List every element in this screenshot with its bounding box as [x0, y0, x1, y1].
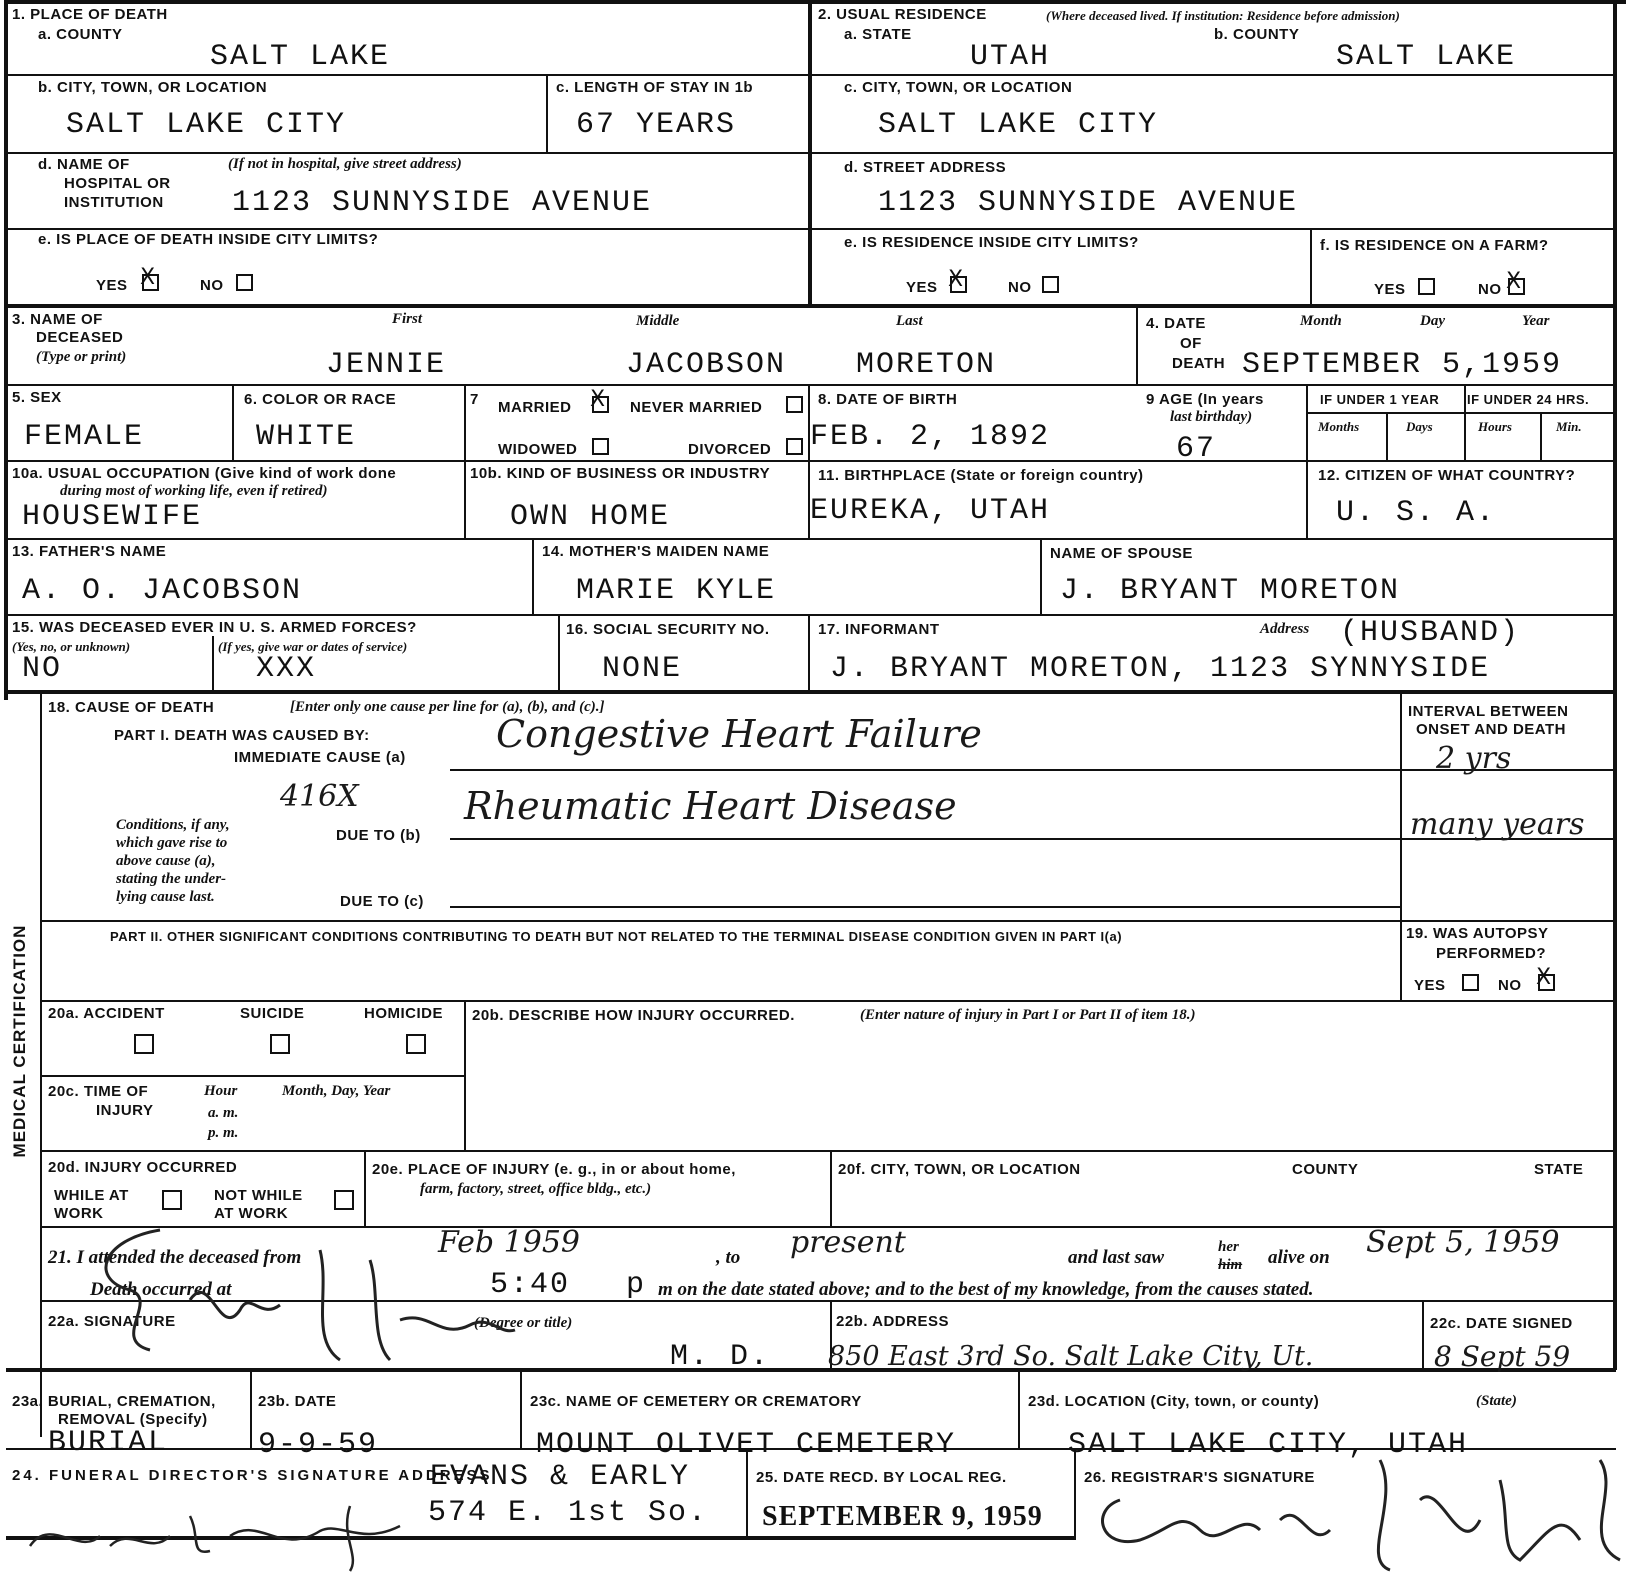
married-label: MARRIED	[498, 399, 572, 416]
injury-city-label: 20f. CITY, TOWN, OR LOCATION	[838, 1161, 1081, 1178]
injury-description-note: (Enter nature of injury in Part I or Part II of item 18.)	[860, 1007, 1196, 1023]
first-name-value: JENNIE	[326, 348, 447, 382]
last-saw-label: and last saw	[1068, 1247, 1165, 1268]
autopsy-label-2: PERFORMED?	[1436, 945, 1546, 962]
city-limits-no-checkbox[interactable]	[236, 274, 253, 291]
residence-limits-label: e. IS RESIDENCE INSIDE CITY LIMITS?	[844, 234, 1139, 251]
citizen-value: U. S. A.	[1336, 496, 1497, 530]
race-value: WHITE	[256, 420, 357, 454]
name-label-1: 3. NAME OF	[12, 311, 103, 328]
physician-address-handwritten: 850 East 3rd So. Salt Lake City, Ut.	[828, 1341, 1314, 1372]
sex-label: 5. SEX	[12, 389, 62, 406]
not-while-at-work-label-2: AT WORK	[214, 1205, 289, 1222]
cemetery-location-value: SALT LAKE CITY, UTAH	[1068, 1428, 1469, 1462]
registrar-signature-image	[1080, 1420, 1635, 1580]
spouse-value: J. BRYANT MORETON	[1060, 574, 1401, 608]
war-service-value: XXX	[256, 652, 317, 686]
cause-note: [Enter only one cause per line for (a), (b), and (c).]	[290, 699, 605, 715]
degree-label: (Degree or title)	[474, 1315, 573, 1331]
widowed-label: WIDOWED	[498, 441, 578, 458]
divorced-checkbox[interactable]	[786, 438, 803, 455]
marital-number: 7	[470, 391, 479, 408]
disposition-label-2: REMOVAL (Specify)	[58, 1411, 208, 1428]
sex-value: FEMALE	[24, 420, 145, 454]
middle-name-value: JACOBSON	[626, 348, 787, 382]
disposition-label-1: 23a. BURIAL, CREMATION,	[12, 1393, 216, 1410]
her-label: her	[1218, 1239, 1239, 1255]
birthplace-value: EUREKA, UTAH	[810, 494, 1051, 528]
city-limits-yes-checkbox[interactable]	[140, 265, 159, 291]
residence-county-value: SALT LAKE	[1336, 40, 1517, 74]
autopsy-no-label: NO	[1498, 977, 1522, 994]
stay-label: c. LENGTH OF STAY IN 1b	[556, 79, 754, 96]
item1-county-label: a. COUNTY	[38, 26, 123, 43]
informant-address-label: Address	[1260, 621, 1310, 637]
interval-label-2: ONSET AND DEATH	[1416, 721, 1566, 738]
informant-label: 17. INFORMANT	[818, 621, 940, 638]
part1-label: PART I. DEATH WAS CAUSED BY:	[114, 727, 370, 744]
time-of-injury-label-1: 20c. TIME OF	[48, 1083, 149, 1100]
occupation-label-1: 10a. USUAL OCCUPATION (Give kind of work done	[12, 465, 397, 482]
attended-label: 21. I attended the deceased from	[48, 1247, 302, 1268]
residence-street-value: 1123 SUNNYSIDE AVENUE	[878, 186, 1299, 220]
age-label-2: last birthday)	[1170, 409, 1253, 425]
residence-state-value: UTAH	[970, 40, 1051, 74]
residence-limits-no-label: NO	[1008, 279, 1032, 296]
hospital-label-1: d. NAME OF	[38, 156, 130, 173]
item2-note: (Where deceased lived. If institution: Residence before admission)	[1046, 8, 1400, 23]
armed-forces-value: NO	[22, 652, 63, 686]
not-while-at-work-label-1: NOT WHILE	[214, 1187, 303, 1204]
signature-label: 22a. SIGNATURE	[48, 1313, 176, 1330]
farm-label: f. IS RESIDENCE ON A FARM?	[1320, 237, 1549, 254]
autopsy-label-1: 19. WAS AUTOPSY	[1406, 925, 1549, 942]
not-while-at-work-checkbox[interactable]	[334, 1190, 354, 1210]
suicide-label: SUICIDE	[240, 1005, 305, 1022]
autopsy-yes-checkbox[interactable]	[1462, 974, 1479, 991]
attended-to-handwritten: present	[790, 1225, 906, 1260]
injury-county-label: COUNTY	[1292, 1161, 1359, 1178]
occupation-label-2: during most of working life, even if retired)	[60, 483, 328, 499]
married-checkbox[interactable]	[590, 387, 609, 413]
under-24-hrs-label: IF UNDER 24 HRS.	[1467, 392, 1590, 407]
birth-date-label: 8. DATE OF BIRTH	[818, 391, 958, 408]
funeral-director-name: EVANS & EARLY	[430, 1460, 691, 1494]
city-limits-yes-label: YES	[96, 277, 128, 294]
funeral-director-address: 574 E. 1st So.	[428, 1496, 709, 1530]
item1-city-label: b. CITY, TOWN, OR LOCATION	[38, 79, 268, 96]
death-date-label-1: 4. DATE	[1146, 315, 1206, 332]
injury-description-label: 20b. DESCRIBE HOW INJURY OCCURRED.	[472, 1007, 795, 1024]
residence-city-value: SALT LAKE CITY	[878, 108, 1159, 142]
funeral-director-signature-image	[20, 1476, 420, 1576]
interval-label-1: INTERVAL BETWEEN	[1408, 703, 1569, 720]
ssn-label: 16. SOCIAL SECURITY NO.	[566, 621, 770, 638]
residence-limits-yes-checkbox[interactable]	[948, 267, 967, 293]
death-occurred-label: Death occurred at	[90, 1279, 232, 1300]
age-value: 67	[1176, 432, 1217, 466]
medical-certification-side-label: MEDICAL CERTIFICATION	[10, 924, 29, 1158]
while-at-work-checkbox[interactable]	[162, 1190, 182, 1210]
part2-label: PART II. OTHER SIGNIFICANT CONDITIONS CONTRIBUTING TO DEATH BUT NOT RELATED TO THE TERMINAL DISEASE CONDITION GIVEN IN PART I(a)	[110, 929, 1123, 944]
farm-no-checkbox[interactable]	[1506, 269, 1525, 295]
conditions-line-3: above cause (a),	[116, 853, 216, 869]
death-month-label: Month	[1300, 313, 1342, 329]
armed-forces-sub-1: (Yes, no, or unknown)	[12, 639, 131, 654]
cemetery-state-label: (State)	[1476, 1393, 1517, 1409]
item1-title: 1. PLACE OF DEATH	[12, 6, 168, 23]
death-year-label: Year	[1522, 313, 1550, 329]
residence-limits-yes-label: YES	[906, 279, 938, 296]
date-signed-handwritten: 8 Sept 59	[1434, 1340, 1571, 1373]
residence-city-label: c. CITY, TOWN, OR LOCATION	[844, 79, 1073, 96]
accident-checkbox[interactable]	[134, 1034, 154, 1054]
cause-title: 18. CAUSE OF DEATH	[48, 699, 215, 716]
checked-x-mark: X	[1506, 269, 1522, 294]
physician-signature-image	[40, 1210, 520, 1370]
citizen-label: 12. CITIZEN OF WHAT COUNTRY?	[1318, 467, 1576, 484]
race-label: 6. COLOR OR RACE	[244, 391, 397, 408]
checked-x-mark: X	[140, 265, 156, 290]
item2-title: 2. USUAL RESIDENCE	[818, 6, 987, 23]
death-day-label: Day	[1420, 313, 1445, 329]
occupation-value: HOUSEWIFE	[22, 500, 203, 534]
degree-value: M. D.	[670, 1340, 771, 1374]
attended-from-handwritten: Feb 1959	[438, 1225, 581, 1260]
spouse-label: NAME OF SPOUSE	[1050, 545, 1193, 562]
ssn-value: NONE	[602, 652, 683, 686]
cemetery-label: 23c. NAME OF CEMETERY OR CREMATORY	[530, 1393, 862, 1410]
homicide-label: HOMICIDE	[364, 1005, 443, 1022]
burial-date-label: 23b. DATE	[258, 1393, 337, 1410]
death-time-value: 5:40	[490, 1268, 571, 1302]
place-city-value: SALT LAKE CITY	[66, 108, 347, 142]
armed-forces-label: 15. WAS DECEASED EVER IN U. S. ARMED FORCES?	[12, 619, 417, 636]
farm-no-label: NO	[1478, 281, 1502, 298]
due-to-b-handwritten: Rheumatic Heart Disease	[464, 784, 957, 828]
date-received-value: SEPTEMBER 9, 1959	[762, 1501, 1043, 1532]
death-ampm-value: p	[626, 1268, 647, 1302]
hours-label: Hours	[1478, 419, 1512, 434]
residence-street-label: d. STREET ADDRESS	[844, 159, 1007, 176]
accident-label: 20a. ACCIDENT	[48, 1005, 165, 1022]
hospital-note: (If not in hospital, give street address)	[228, 156, 462, 172]
autopsy-yes-label: YES	[1414, 977, 1446, 994]
first-name-label: First	[392, 311, 423, 327]
conditions-line-4: stating the under-	[116, 871, 227, 887]
while-at-work-label-1: WHILE AT	[54, 1187, 129, 1204]
last-name-value: MORETON	[856, 348, 997, 382]
him-label: him	[1218, 1257, 1243, 1273]
days-label: Days	[1406, 419, 1433, 434]
mother-label: 14. MOTHER'S MAIDEN NAME	[542, 543, 770, 560]
checked-x-mark: X	[590, 387, 606, 412]
father-value: A. O. JACOBSON	[22, 574, 303, 608]
while-at-work-label-2: WORK	[54, 1205, 104, 1222]
informant-value: J. BRYANT MORETON, 1123 SYNNYSIDE	[830, 652, 1491, 686]
immediate-cause-handwritten: Congestive Heart Failure	[496, 712, 982, 756]
due-to-b-label: DUE TO (b)	[336, 827, 421, 844]
father-label: 13. FATHER'S NAME	[12, 543, 167, 560]
hospital-label-2: HOSPITAL OR	[64, 175, 171, 192]
place-of-injury-label-2: farm, factory, street, office bldg., etc.)	[420, 1181, 652, 1197]
interval-b-handwritten: many years	[1410, 807, 1585, 842]
time-of-injury-label-2: INJURY	[96, 1102, 154, 1119]
residence-limits-no-checkbox[interactable]	[1042, 276, 1059, 293]
name-label-3: (Type or print)	[36, 349, 127, 365]
mother-value: MARIE KYLE	[576, 574, 777, 608]
due-to-c-label: DUE TO (c)	[340, 893, 424, 910]
place-of-injury-label-1: 20e. PLACE OF INJURY (e. g., in or about home,	[372, 1161, 736, 1178]
stay-value: 67 YEARS	[576, 108, 737, 142]
death-date-label-3: DEATH	[1172, 355, 1226, 372]
place-county-value: SALT LAKE	[210, 40, 391, 74]
alive-on-label: alive on	[1268, 1247, 1330, 1268]
immediate-cause-label: IMMEDIATE CAUSE (a)	[234, 749, 406, 766]
disposition-value: BURIAL	[48, 1426, 169, 1460]
industry-value: OWN HOME	[510, 500, 671, 534]
last-name-label: Last	[896, 313, 923, 329]
under-1-year-label: IF UNDER 1 YEAR	[1320, 392, 1440, 407]
physician-address-label: 22b. ADDRESS	[836, 1313, 949, 1330]
city-limits-no-label: NO	[200, 277, 224, 294]
injury-state-label: STATE	[1534, 1161, 1584, 1178]
never-married-checkbox[interactable]	[786, 396, 803, 413]
name-label-2: DECEASED	[36, 329, 124, 346]
checked-x-mark: X	[948, 267, 964, 292]
suicide-checkbox[interactable]	[270, 1034, 290, 1054]
date-received-label: 25. DATE RECD. BY LOCAL REG.	[756, 1469, 1007, 1486]
widowed-checkbox[interactable]	[592, 438, 609, 455]
interval-a-handwritten: 2 yrs	[1436, 741, 1512, 776]
knowledge-statement: m on the date stated above; and to the best of my knowledge, from the causes stated.	[658, 1279, 1314, 1300]
min-label: Min.	[1556, 419, 1582, 434]
pm-label: p. m.	[208, 1125, 239, 1141]
cemetery-location-label: 23d. LOCATION (City, town, or county)	[1028, 1393, 1320, 1410]
registrar-signature-label: 26. REGISTRAR'S SIGNATURE	[1084, 1469, 1315, 1486]
farm-yes-label: YES	[1374, 281, 1406, 298]
cause-code-handwritten: 416X	[280, 779, 359, 814]
cemetery-value: MOUNT OLIVET CEMETERY	[536, 1428, 957, 1462]
birth-date-value: FEB. 2, 1892	[810, 420, 1051, 454]
attended-to-label: , to	[716, 1247, 741, 1268]
injury-occurred-label: 20d. INJURY OCCURRED	[48, 1159, 238, 1176]
conditions-line-2: which gave rise to	[116, 835, 228, 851]
divorced-label: DIVORCED	[688, 441, 772, 458]
months-label: Months	[1318, 419, 1360, 434]
month-day-year-label: Month, Day, Year	[282, 1083, 391, 1099]
autopsy-no-checkbox[interactable]	[1536, 965, 1555, 991]
death-date-label-2: OF	[1180, 335, 1202, 352]
armed-forces-sub-2: (If yes, give war or dates of service)	[218, 639, 408, 654]
death-date-value: SEPTEMBER 5,1959	[1242, 348, 1563, 382]
hospital-label-3: INSTITUTION	[64, 194, 164, 211]
burial-date-value: 9-9-59	[258, 1428, 379, 1462]
am-label: a. m.	[208, 1105, 239, 1121]
hour-label: Hour	[204, 1083, 238, 1099]
industry-label: 10b. KIND OF BUSINESS OR INDUSTRY	[470, 465, 771, 482]
hospital-value: 1123 SUNNYSIDE AVENUE	[232, 186, 653, 220]
city-limits-label: e. IS PLACE OF DEATH INSIDE CITY LIMITS?	[38, 231, 379, 248]
middle-name-label: Middle	[636, 313, 680, 329]
farm-yes-checkbox[interactable]	[1418, 278, 1435, 295]
birthplace-label: 11. BIRTHPLACE (State or foreign country)	[818, 467, 1144, 484]
checked-x-mark: X	[1536, 965, 1552, 990]
funeral-director-label: 24. FUNERAL DIRECTOR'S SIGNATURE ADDRESS	[12, 1467, 493, 1484]
conditions-line-5: lying cause last.	[116, 889, 215, 905]
residence-county-label: b. COUNTY	[1214, 26, 1300, 43]
alive-on-handwritten: Sept 5, 1959	[1366, 1225, 1560, 1260]
never-married-label: NEVER MARRIED	[630, 399, 763, 416]
informant-relation: (HUSBAND)	[1340, 616, 1521, 650]
age-label-1: 9 AGE (In years	[1146, 391, 1264, 408]
date-signed-label: 22c. DATE SIGNED	[1430, 1315, 1573, 1332]
homicide-checkbox[interactable]	[406, 1034, 426, 1054]
conditions-line-1: Conditions, if any,	[116, 817, 230, 833]
residence-state-label: a. STATE	[844, 26, 912, 43]
